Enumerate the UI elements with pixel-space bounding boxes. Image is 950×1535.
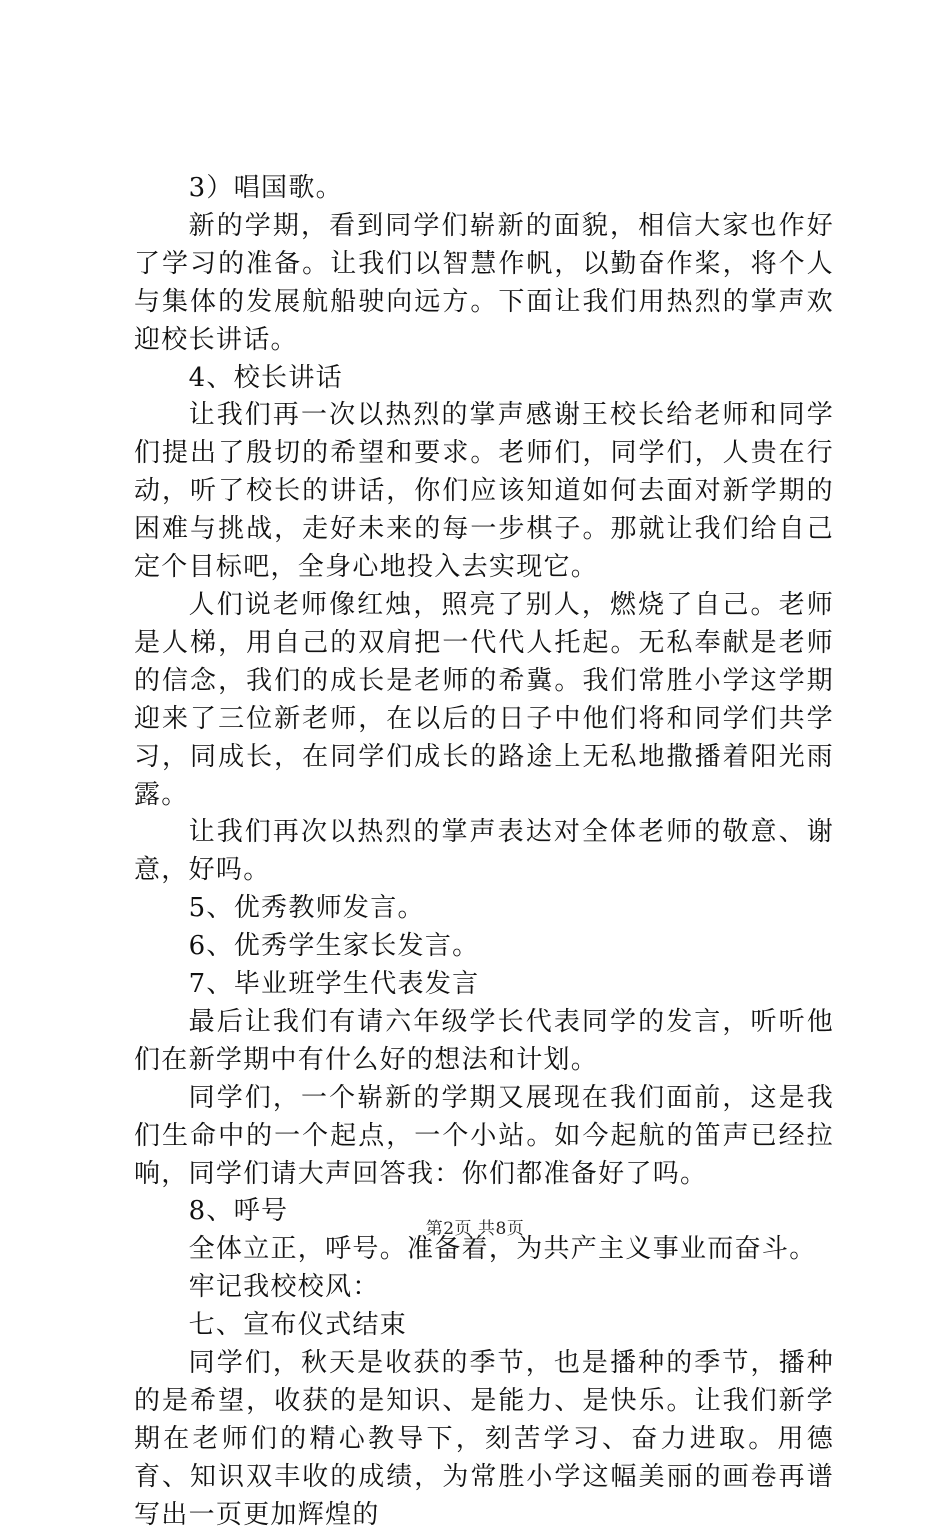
paragraph-anthem: 3）唱国歌。 [188, 173, 343, 203]
paragraph-school-motto: 牢记我校校风： [188, 1272, 380, 1303]
paragraph-applause-teachers: 让我们再次以热烈的掌声表达对全体老师的敬意、谢意，好吗。 [134, 817, 834, 886]
paragraph-closing: 同学们，秋天是收获的季节，也是播种的季节，播种的是希望，收获的是知识、是能力、是快乐。让我们新学期在老师们的精心教导下，刻苦学习、奋力进取。用德育、知识双丰收的成绩，为常胜小学这幅美丽的画卷再谱写出一页更加辉煌的 [134, 1348, 834, 1530]
paragraph-thank-principal: 让我们再一次以热烈的掌声感谢王校长给老师和同学们提出了殷切的希望和要求。老师们，同学们，人贵在行动，听了校长的讲话，你们应该知道如何去面对新学期的困难与挑战，走好未来的每一步棋子。那就让我们给自己定个目标吧，全身心地投入去实现它。 [134, 400, 834, 583]
heading-graduate-speech: 7、毕业班学生代表发言 [188, 969, 480, 1000]
paragraph-new-semester: 新的学期，看到同学们崭新的面貌，相信大家也作好了学习的准备。让我们以智慧作帆，以勤奋作桨，将个人与集体的发展航船驶向远方。下面让我们用热烈的掌声欢迎校长讲话。 [134, 210, 834, 355]
paragraph-teachers-candle: 人们说老师像红烛，照亮了别人，燃烧了自己。老师是人梯，用自己的双肩把一代代人托起。无私奉献是老师的信念，我们的成长是老师的希冀。我们常胜小学这学期迎来了三位新老师，在以后的日子中他们将和同学们共学习，同成长，在同学们成长的路途上无私地撒播着阳光雨露。 [134, 589, 834, 810]
page-footer: 第2页 共8页 [425, 1219, 525, 1239]
heading-ceremony-end: 七、宣布仪式结束 [188, 1310, 407, 1341]
document-body [134, 170, 834, 1535]
paragraph-slogan-text: 全体立正，呼号。准备着，为共产主义事业而奋斗。 [188, 1234, 817, 1265]
paragraph-invite-grade6: 最后让我们有请六年级学长代表同学的发言，听听他们在新学期中有什么好的想法和计划。 [134, 1006, 834, 1075]
heading-parent-speech: 6、优秀学生家长发言。 [188, 931, 480, 962]
heading-slogan: 8、呼号 [188, 1196, 289, 1227]
heading-principal-speech: 4、校长讲话 [188, 362, 343, 393]
heading-teacher-speech: 5、优秀教师发言。 [188, 893, 425, 924]
paragraph-new-start: 同学们，一个崭新的学期又展现在我们面前，这是我们生命中的一个起点，一个小站。如今起航的笛声已经拉响，同学们请大声回答我：你们都准备好了吗。 [134, 1082, 834, 1189]
